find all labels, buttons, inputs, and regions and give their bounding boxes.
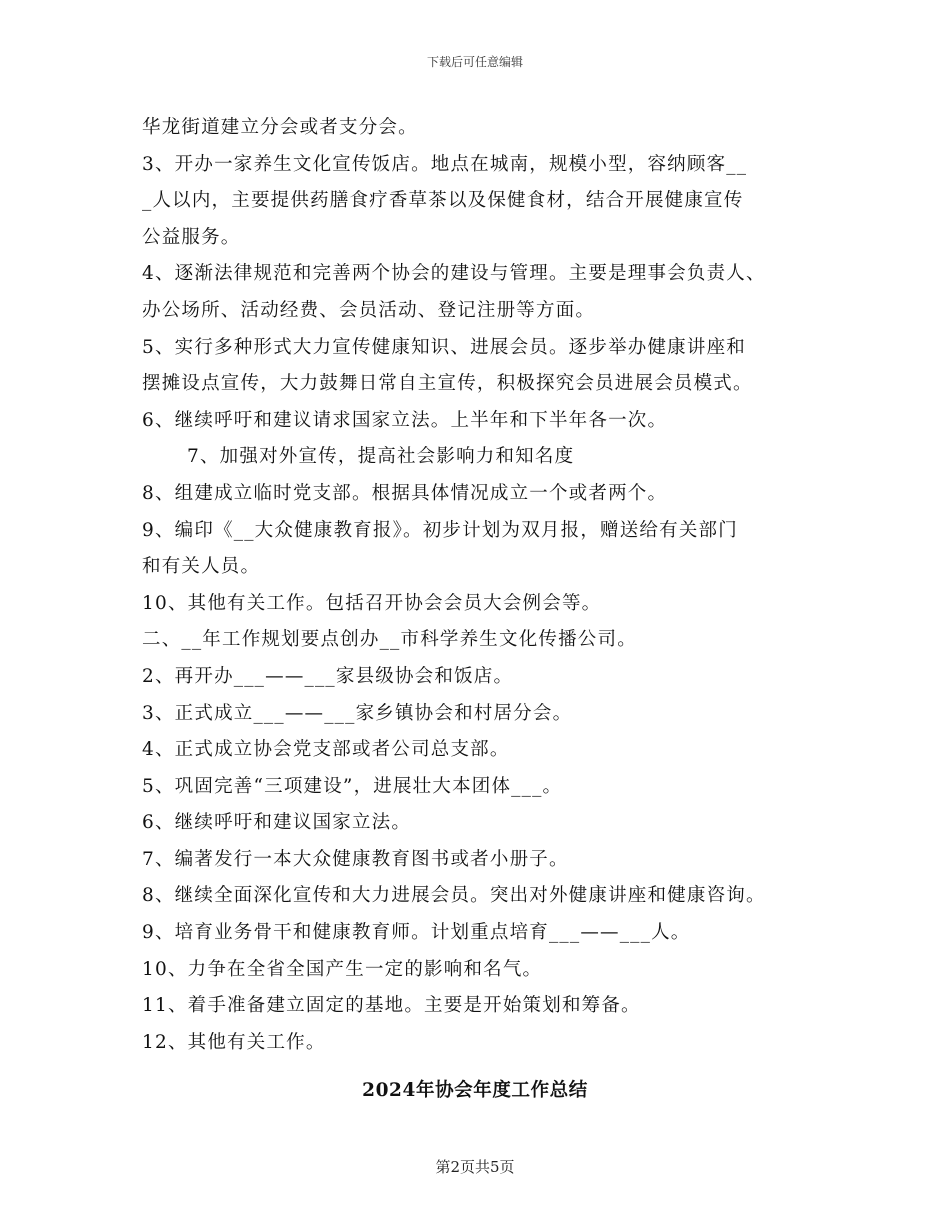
text-line: 摆摊设点宣传，大力鼓舞日常自主宣传，积极探究会员进展会员模式。 <box>142 373 753 395</box>
text-line: 9、编印《__大众健康教育报》。初步计划为双月报，赠送给有关部门 <box>142 519 738 541</box>
text-line: 10、其他有关工作。包括召开协会会员大会例会等。 <box>142 592 602 614</box>
document-body <box>142 110 832 1061</box>
text-line: 3、正式成立___——___家乡镇协会和村居分会。 <box>142 702 573 724</box>
text-line: 5、实行多种形式大力宣传健康知识、进展会员。逐步举办健康讲座和 <box>142 336 746 358</box>
text-line: 公益服务。 <box>142 226 241 248</box>
text-line: 4、逐渐法律规范和完善两个协会的建设与管理。主要是理事会负责人、 <box>142 263 766 285</box>
text-line: 6、继续呼吁和建议请求国家立法。上半年和下半年各一次。 <box>142 409 668 431</box>
text-line: 6、继续呼吁和建议国家立法。 <box>142 812 412 834</box>
text-line: 7、编著发行一本大众健康教育图书或者小册子。 <box>142 848 569 870</box>
text-line: 5、巩固完善“三项建设”，进展壮大本团体___。 <box>142 775 563 797</box>
page-number: 第2页共5页 <box>435 1158 515 1176</box>
text-line: 10、力争在全省全国产生一定的影响和名气。 <box>142 958 543 980</box>
page-header-note: 下载后可任意编辑 <box>426 55 523 69</box>
text-line: 和有关人员。 <box>142 556 261 578</box>
text-line: 8、继续全面深化宣传和大力进展会员。突出对外健康讲座和健康咨询。 <box>142 885 766 907</box>
text-line: 3、开办一家养生文化宣传饭店。地点在城南，规模小型，容纳顾客__ <box>142 153 748 175</box>
text-line: 二、__年工作规划要点创办__市科学养生文化传播公司。 <box>142 629 637 651</box>
text-line: 华龙街道建立分会或者支分会。 <box>142 117 418 138</box>
text-line: 7、加强对外宣传，提高社会影响力和知名度 <box>187 446 575 468</box>
text-line: _人以内，主要提供药膳食疗香草茶以及保健食材，结合开展健康宣传 <box>142 190 744 212</box>
text-line: 11、着手准备建立固定的基地。主要是开始策划和筹备。 <box>142 995 641 1017</box>
text-line: 12、其他有关工作。 <box>142 1031 326 1053</box>
text-line: 8、组建成立临时党支部。根据具体情况成立一个或者两个。 <box>142 482 668 504</box>
text-line: 9、培育业务骨干和健康教育师。计划重点培育___——___人。 <box>142 922 691 944</box>
text-line: 2、再开办___——___家县级协会和饭店。 <box>142 665 514 687</box>
text-line: 4、正式成立协会党支部或者公司总支部。 <box>142 739 510 761</box>
text-line: 办公场所、活动经费、会员活动、登记注册等方面。 <box>142 299 596 321</box>
section-title: 2024年协会年度工作总结 <box>362 1080 588 1101</box>
